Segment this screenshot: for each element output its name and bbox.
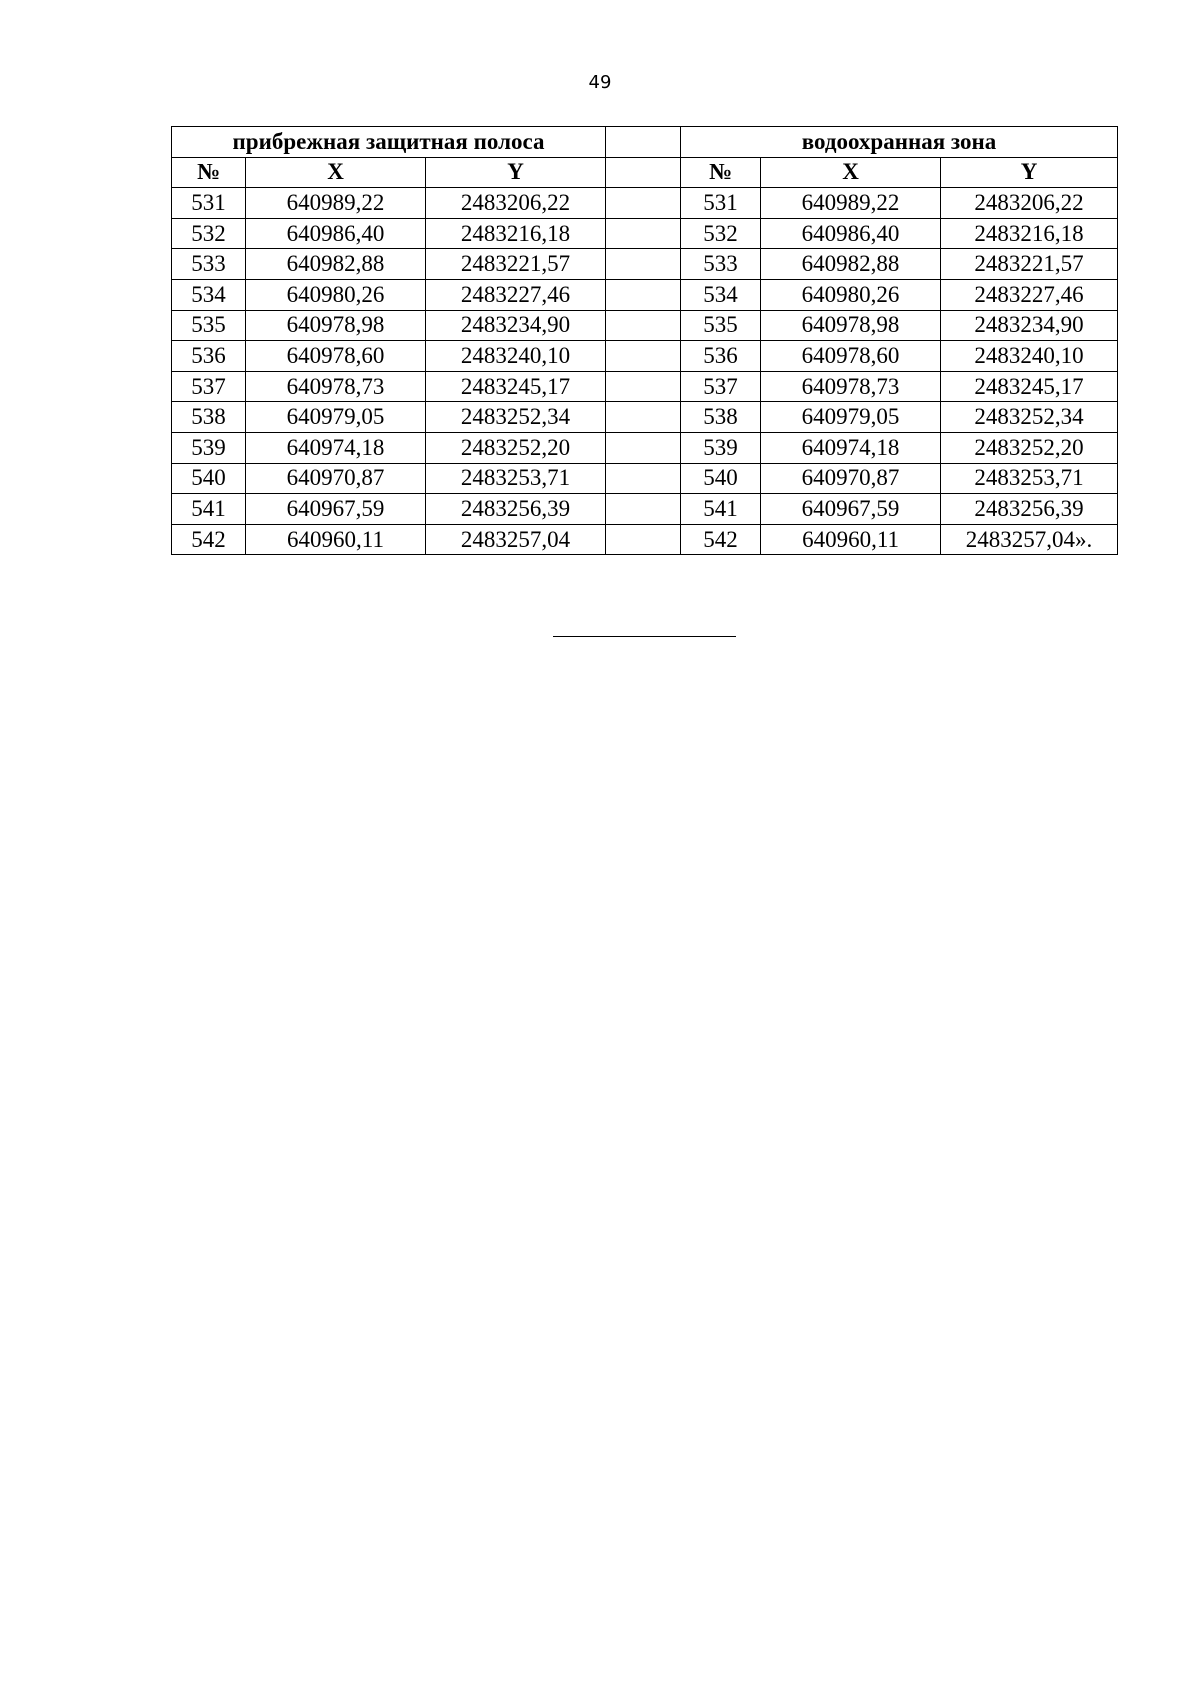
right-number-cell: 539 bbox=[681, 432, 761, 463]
left-number-cell: 541 bbox=[172, 494, 246, 525]
right-number-cell: 542 bbox=[681, 524, 761, 555]
table-row bbox=[172, 249, 1118, 280]
left-number-cell: 535 bbox=[172, 310, 246, 341]
right-y-cell: 2483245,17 bbox=[941, 371, 1118, 402]
right-y-cell: 2483206,22 bbox=[941, 188, 1118, 219]
left-y-cell: 2483216,18 bbox=[426, 218, 606, 249]
spacer-cell bbox=[606, 249, 681, 280]
right-y-cell: 2483252,20 bbox=[941, 432, 1118, 463]
spacer-cell bbox=[606, 341, 681, 372]
right-x-cell: 640970,87 bbox=[761, 463, 941, 494]
spacer-cell bbox=[606, 188, 681, 219]
left-col-number-header: № bbox=[172, 157, 246, 188]
left-number-cell: 536 bbox=[172, 341, 246, 372]
right-y-cell: 2483240,10 bbox=[941, 341, 1118, 372]
right-x-cell: 640960,11 bbox=[761, 524, 941, 555]
right-y-cell: 2483227,46 bbox=[941, 279, 1118, 310]
left-x-cell: 640967,59 bbox=[246, 494, 426, 525]
right-number-cell: 531 bbox=[681, 188, 761, 219]
left-number-cell: 537 bbox=[172, 371, 246, 402]
left-y-cell: 2483252,34 bbox=[426, 402, 606, 433]
left-y-cell: 2483227,46 bbox=[426, 279, 606, 310]
right-x-cell: 640967,59 bbox=[761, 494, 941, 525]
left-number-cell: 538 bbox=[172, 402, 246, 433]
spacer-cell bbox=[606, 402, 681, 433]
left-y-cell: 2483206,22 bbox=[426, 188, 606, 219]
right-number-cell: 541 bbox=[681, 494, 761, 525]
right-number-cell: 537 bbox=[681, 371, 761, 402]
table-row bbox=[172, 402, 1118, 433]
right-x-cell: 640986,40 bbox=[761, 218, 941, 249]
left-y-cell: 2483257,04 bbox=[426, 524, 606, 555]
table-row bbox=[172, 494, 1118, 525]
right-number-cell: 536 bbox=[681, 341, 761, 372]
right-col-x-header: X bbox=[761, 157, 941, 188]
table-row bbox=[172, 188, 1118, 219]
right-number-cell: 540 bbox=[681, 463, 761, 494]
right-x-cell: 640980,26 bbox=[761, 279, 941, 310]
left-x-cell: 640978,60 bbox=[246, 341, 426, 372]
spacer-cell bbox=[606, 494, 681, 525]
left-x-cell: 640960,11 bbox=[246, 524, 426, 555]
left-y-cell: 2483256,39 bbox=[426, 494, 606, 525]
right-y-cell: 2483257,04». bbox=[941, 524, 1118, 555]
spacer-cell bbox=[606, 463, 681, 494]
spacer-cell bbox=[606, 371, 681, 402]
left-col-y-header: Y bbox=[426, 157, 606, 188]
right-x-cell: 640979,05 bbox=[761, 402, 941, 433]
spacer-cell bbox=[606, 127, 681, 158]
table-row bbox=[172, 310, 1118, 341]
coordinates-table bbox=[171, 126, 1118, 555]
left-x-cell: 640979,05 bbox=[246, 402, 426, 433]
left-number-cell: 533 bbox=[172, 249, 246, 280]
right-number-cell: 533 bbox=[681, 249, 761, 280]
right-group-title: водоохранная зона bbox=[681, 127, 1118, 158]
spacer-cell bbox=[606, 218, 681, 249]
left-x-cell: 640970,87 bbox=[246, 463, 426, 494]
left-x-cell: 640982,88 bbox=[246, 249, 426, 280]
right-number-cell: 538 bbox=[681, 402, 761, 433]
right-y-cell: 2483234,90 bbox=[941, 310, 1118, 341]
left-number-cell: 532 bbox=[172, 218, 246, 249]
right-x-cell: 640978,60 bbox=[761, 341, 941, 372]
left-number-cell: 540 bbox=[172, 463, 246, 494]
left-group-title: прибрежная защитная полоса bbox=[172, 127, 606, 158]
left-y-cell: 2483234,90 bbox=[426, 310, 606, 341]
table-row bbox=[172, 218, 1118, 249]
left-x-cell: 640980,26 bbox=[246, 279, 426, 310]
table-row bbox=[172, 432, 1118, 463]
left-y-cell: 2483240,10 bbox=[426, 341, 606, 372]
left-number-cell: 534 bbox=[172, 279, 246, 310]
table-row bbox=[172, 463, 1118, 494]
spacer-cell bbox=[606, 310, 681, 341]
page-number: 49 bbox=[588, 72, 612, 93]
table-row bbox=[172, 371, 1118, 402]
left-y-cell: 2483253,71 bbox=[426, 463, 606, 494]
right-col-number-header: № bbox=[681, 157, 761, 188]
left-number-cell: 542 bbox=[172, 524, 246, 555]
left-y-cell: 2483245,17 bbox=[426, 371, 606, 402]
left-y-cell: 2483221,57 bbox=[426, 249, 606, 280]
right-y-cell: 2483216,18 bbox=[941, 218, 1118, 249]
right-x-cell: 640974,18 bbox=[761, 432, 941, 463]
right-x-cell: 640978,98 bbox=[761, 310, 941, 341]
left-number-cell: 539 bbox=[172, 432, 246, 463]
right-x-cell: 640982,88 bbox=[761, 249, 941, 280]
spacer-cell bbox=[606, 524, 681, 555]
right-number-cell: 532 bbox=[681, 218, 761, 249]
left-x-cell: 640974,18 bbox=[246, 432, 426, 463]
spacer-cell bbox=[606, 432, 681, 463]
end-rule bbox=[553, 636, 736, 637]
column-header-row bbox=[172, 157, 1118, 188]
right-number-cell: 535 bbox=[681, 310, 761, 341]
left-x-cell: 640978,73 bbox=[246, 371, 426, 402]
right-x-cell: 640989,22 bbox=[761, 188, 941, 219]
right-col-y-header: Y bbox=[941, 157, 1118, 188]
table-row bbox=[172, 341, 1118, 372]
left-y-cell: 2483252,20 bbox=[426, 432, 606, 463]
spacer-cell bbox=[606, 157, 681, 188]
left-x-cell: 640978,98 bbox=[246, 310, 426, 341]
table-row bbox=[172, 279, 1118, 310]
right-y-cell: 2483221,57 bbox=[941, 249, 1118, 280]
right-y-cell: 2483256,39 bbox=[941, 494, 1118, 525]
right-y-cell: 2483253,71 bbox=[941, 463, 1118, 494]
left-col-x-header: X bbox=[246, 157, 426, 188]
right-y-cell: 2483252,34 bbox=[941, 402, 1118, 433]
right-number-cell: 534 bbox=[681, 279, 761, 310]
group-header-row bbox=[172, 127, 1118, 158]
spacer-cell bbox=[606, 279, 681, 310]
right-x-cell: 640978,73 bbox=[761, 371, 941, 402]
left-x-cell: 640986,40 bbox=[246, 218, 426, 249]
left-x-cell: 640989,22 bbox=[246, 188, 426, 219]
table-row bbox=[172, 524, 1118, 555]
left-number-cell: 531 bbox=[172, 188, 246, 219]
